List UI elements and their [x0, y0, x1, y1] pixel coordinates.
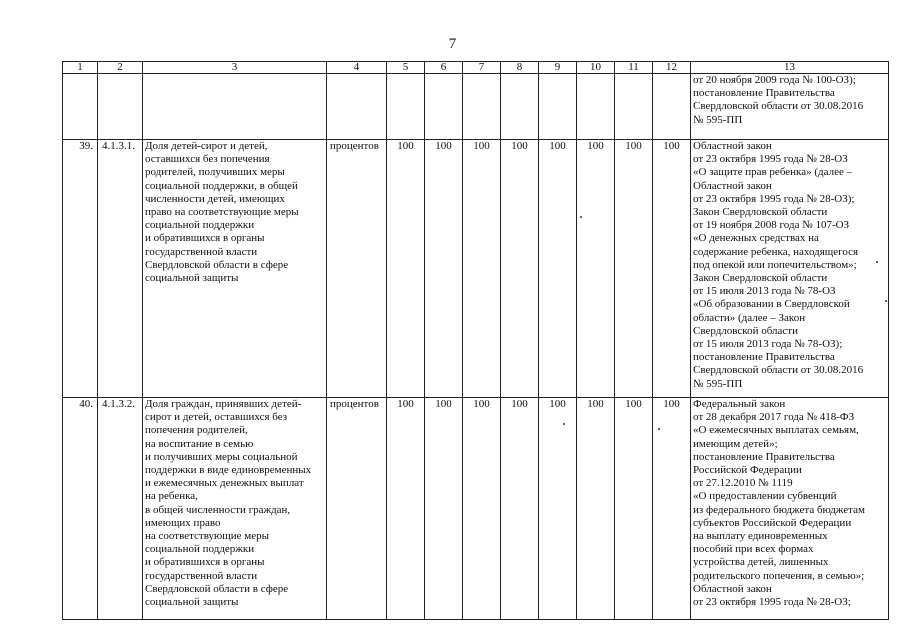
scan-speck: [580, 216, 582, 218]
value-cell: [463, 74, 501, 140]
value-cell: 100: [501, 398, 539, 620]
row-code: [98, 74, 143, 140]
scan-speck: [658, 428, 660, 430]
legal-basis-cell: Федеральный закон от 28 декабря 2017 года № 418-ФЗ «О ежемесячных выплатах семьям, имеющим детей»; постановление Правительства Российской Федерации от 27.12.2010 № 1119 «О предоставлении субвенций из федерального бюджета бюджетам субъектов Российской Федерации на выплату единовременных пособий при всех формах устройства детей, лишенных родительского попечения, в семью»; Областной закон от 23 октября 1995 года № 28-ОЗ;: [691, 398, 889, 620]
value-cell: 100: [387, 398, 425, 620]
unit-cell: [327, 74, 387, 140]
value-cell: 100: [463, 140, 501, 398]
table-row: [63, 398, 889, 620]
value-cell: [425, 74, 463, 140]
value-cell: [577, 74, 615, 140]
header-cell: 9: [539, 62, 577, 74]
value-cell: 100: [463, 398, 501, 620]
indicators-table: [62, 61, 889, 620]
value-cell: 100: [653, 140, 691, 398]
legal-basis-cell: от 20 ноября 2009 года № 100-ОЗ); постановление Правительства Свердловской области от 30.08.2016 № 595-ПП: [691, 74, 889, 140]
header-cell: 2: [98, 62, 143, 74]
row-code: 4.1.3.2.: [98, 398, 143, 620]
value-cell: [387, 74, 425, 140]
header-row: [63, 62, 889, 74]
row-number: 40.: [63, 398, 98, 620]
indicator-name: [143, 74, 327, 140]
scan-speck: [876, 261, 878, 263]
row-number: [63, 74, 98, 140]
value-cell: 100: [425, 398, 463, 620]
header-cell: 13: [691, 62, 889, 74]
header-cell: 6: [425, 62, 463, 74]
indicator-name: Доля граждан, принявших детей- сирот и детей, оставшихся без попечения родителей, на воспитание в семью и получивших меры социальной поддержки в виде единовременных и ежемесячных денежных выплат на ребенка, в общей численности граждан, имеющих право на соответствующие меры социальной поддержки и обратившихся в органы государственной власти Свердловской области в сфере социальной защиты: [143, 398, 327, 620]
value-cell: 100: [501, 140, 539, 398]
value-cell: 100: [387, 140, 425, 398]
scan-speck: [885, 300, 887, 302]
indicator-name: Доля детей-сирот и детей, оставшихся без попечения родителей, получивших меры социальной поддержки, в общей численности детей, имеющих право на соответствующие меры социальной поддержки и обратившихся в органы государственной власти Свердловской области в сфере социальной защиты: [143, 140, 327, 398]
row-code: 4.1.3.1.: [98, 140, 143, 398]
value-cell: 100: [539, 398, 577, 620]
header-cell: 1: [63, 62, 98, 74]
table-row: [63, 74, 889, 140]
value-cell: 100: [425, 140, 463, 398]
value-cell: 100: [577, 398, 615, 620]
header-cell: 3: [143, 62, 327, 74]
value-cell: [653, 74, 691, 140]
table-row: [63, 140, 889, 398]
legal-basis-cell: Областной закон от 23 октября 1995 года № 28-ОЗ «О защите прав ребенка» (далее – Областной закон от 23 октября 1995 года № 28-ОЗ); Закон Свердловской области от 19 ноября 2008 года № 107-ОЗ «О денежных средствах на содержание ребенка, находящегося под опекой или попечительством»; Закон Свердловской области от 15 июля 2013 года № 78-ОЗ «Об образовании в Свердловской области» (далее – Закон Свердловской области от 15 июля 2013 года № 78-ОЗ); постановление Правительства Свердловской области от 30.08.2016 № 595-ПП: [691, 140, 889, 398]
scan-speck: [563, 423, 565, 425]
value-cell: [615, 74, 653, 140]
header-cell: 5: [387, 62, 425, 74]
unit-cell: процентов: [327, 140, 387, 398]
unit-cell: процентов: [327, 398, 387, 620]
header-cell: 8: [501, 62, 539, 74]
value-cell: [501, 74, 539, 140]
value-cell: [539, 74, 577, 140]
header-cell: 10: [577, 62, 615, 74]
row-number: 39.: [63, 140, 98, 398]
value-cell: 100: [653, 398, 691, 620]
value-cell: 100: [539, 140, 577, 398]
value-cell: 100: [615, 140, 653, 398]
header-cell: 7: [463, 62, 501, 74]
header-cell: 11: [615, 62, 653, 74]
header-cell: 4: [327, 62, 387, 74]
value-cell: 100: [615, 398, 653, 620]
value-cell: 100: [577, 140, 615, 398]
page-number: 7: [448, 36, 457, 52]
header-cell: 12: [653, 62, 691, 74]
